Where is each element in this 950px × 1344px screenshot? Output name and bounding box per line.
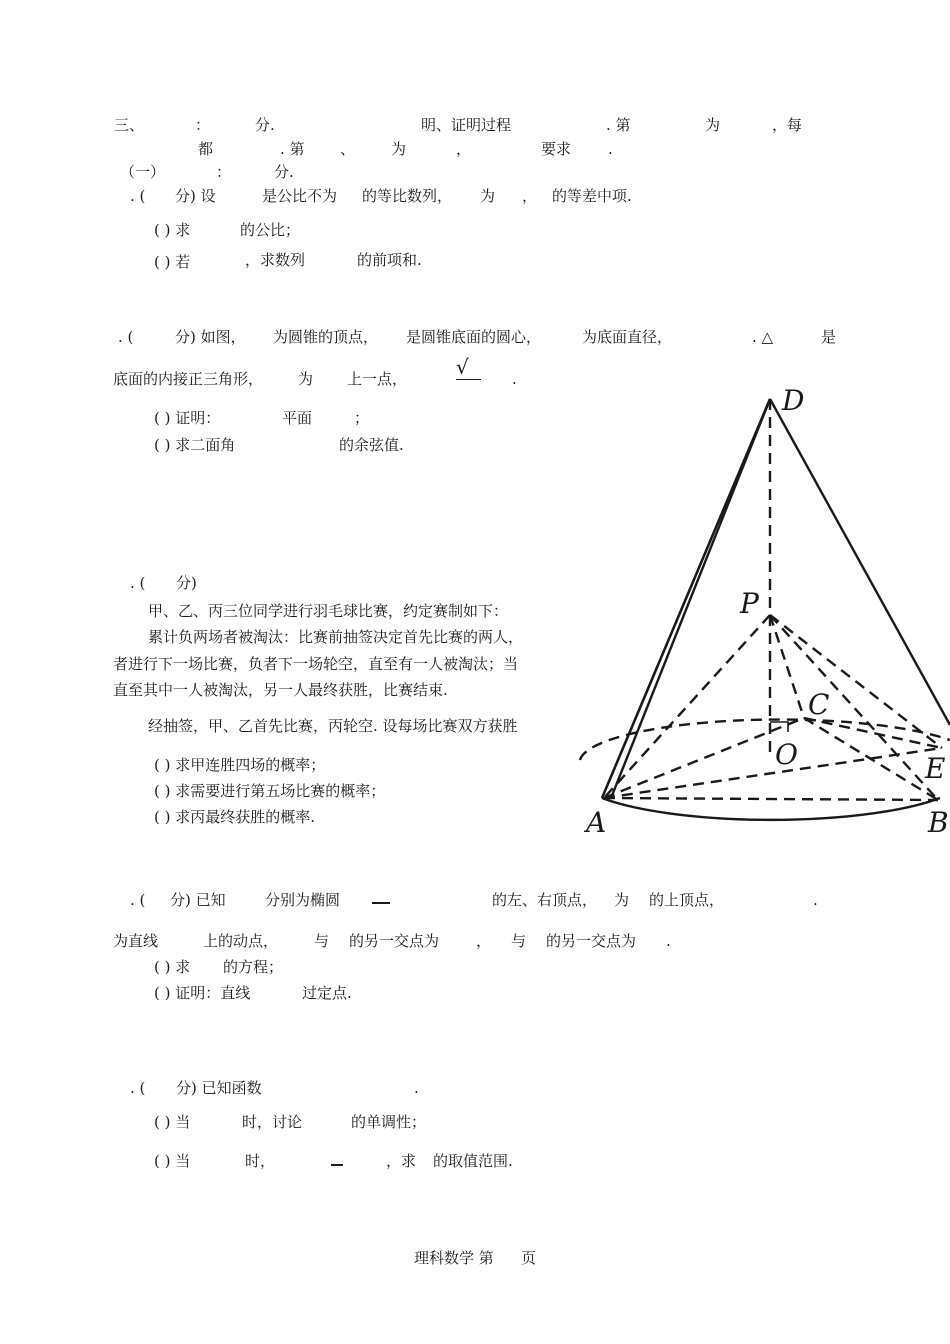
line-AE	[604, 748, 942, 798]
question-part: ( ) 求二面角	[154, 436, 236, 454]
question-text: 上的动点，	[203, 932, 279, 950]
sqrt-bar	[456, 379, 481, 380]
header-text: ：	[195, 116, 211, 134]
question-text: 是	[821, 328, 837, 346]
question-text: 分) 已知函数	[176, 1079, 262, 1097]
question-text: 时，讨论	[242, 1113, 303, 1131]
label-B: B	[928, 806, 949, 839]
label-P: P	[740, 587, 759, 620]
line-PB	[770, 615, 938, 800]
question-text: 的等比数列，	[362, 187, 453, 205]
sub-header-label: （一）	[120, 163, 166, 181]
question-text: 分) 已知	[170, 891, 226, 909]
question-text: ，	[476, 932, 492, 950]
question-text: 的单调性；	[351, 1113, 427, 1131]
question-text: 的方程；	[223, 958, 284, 976]
line-AC	[604, 718, 804, 798]
label-A: A	[586, 806, 607, 839]
question-part: ( ) 求	[154, 958, 191, 976]
question-text: 的等差中项.	[552, 187, 632, 205]
question-number: . (	[118, 328, 134, 346]
question-text: 是圆锥底面的圆心，	[406, 328, 542, 346]
section-number: 三、	[114, 116, 145, 134]
question-text: .	[813, 891, 818, 909]
question-part: ( ) 证明：直线	[154, 984, 251, 1002]
question-text: . △	[752, 328, 774, 346]
question-number: . (	[130, 187, 146, 205]
header-text: 明、证明过程	[421, 116, 512, 134]
question-text: 的余弦值.	[339, 436, 404, 454]
question-part: ( ) 证明：	[154, 409, 221, 427]
question-text: ，	[522, 187, 538, 205]
question-text: 的上顶点，	[649, 891, 725, 909]
label-D: D	[782, 384, 805, 417]
header-text: ，每	[772, 116, 803, 134]
question-number: . (	[130, 574, 146, 592]
header-text: 分.	[255, 116, 275, 134]
fraction-bar	[331, 1164, 343, 1166]
label-C: C	[808, 688, 830, 721]
label-O: O	[775, 738, 798, 771]
header-text: 、	[340, 140, 356, 158]
question-text: ，求数列	[245, 251, 306, 269]
footer-page-label: 页	[521, 1249, 537, 1267]
question-text: .	[414, 1079, 419, 1097]
question-part: ( ) 若	[154, 253, 191, 271]
header-text: 分.	[274, 163, 294, 181]
question-text: 的左、右顶点，	[492, 891, 598, 909]
question-text: 底面的内接正三角形，	[113, 370, 264, 388]
header-text: 都	[198, 140, 214, 158]
question-text: 分) 设	[175, 187, 216, 205]
header-text: 为	[391, 140, 407, 158]
question-text: 分) 如图，	[175, 328, 246, 346]
paragraph: 甲、乙、丙三位同学进行羽毛球比赛，约定赛制如下：	[148, 602, 509, 620]
paragraph: 累计负两场者被淘汰：比赛前抽签决定首先比赛的两人，	[148, 628, 524, 646]
header-text: 为	[705, 116, 721, 134]
question-text: 的取值范围.	[433, 1152, 513, 1170]
question-part: ( ) 求丙最终获胜的概率.	[154, 808, 316, 826]
footer-text: 理科数学 第	[414, 1249, 494, 1267]
question-text: .	[512, 370, 517, 388]
base-front-arc	[602, 798, 940, 820]
label-E: E	[925, 752, 946, 785]
header-text: 要求	[541, 140, 572, 158]
question-text: 为圆锥的顶点，	[273, 328, 379, 346]
question-text: ；	[354, 409, 370, 427]
line-PA	[604, 615, 770, 798]
question-text: ，求	[386, 1152, 417, 1170]
question-text: 的另一交点为	[546, 932, 637, 950]
line-PE	[770, 615, 942, 748]
header-text: . 第	[280, 140, 305, 158]
question-text: .	[666, 932, 671, 950]
header-text: . 第	[606, 116, 631, 134]
question-part: ( ) 求需要进行第五场比赛的概率；	[154, 782, 386, 800]
sqrt-symbol: √	[456, 355, 469, 379]
question-text: 的前项和.	[357, 251, 422, 269]
question-text: 过定点.	[302, 984, 352, 1002]
fraction-bar	[372, 902, 390, 904]
cone-figure	[560, 380, 950, 850]
line-AB	[604, 798, 938, 800]
question-text: 与	[511, 932, 527, 950]
question-text: 分)	[176, 574, 197, 592]
question-text: 时，	[245, 1152, 276, 1170]
slant-right	[770, 399, 950, 725]
question-text: 为	[298, 370, 314, 388]
question-text: 为底面直径，	[582, 328, 673, 346]
question-number: . (	[130, 1079, 146, 1097]
question-text: 为	[480, 187, 496, 205]
header-text: ：	[216, 163, 232, 181]
question-part: ( ) 求	[154, 221, 191, 239]
paragraph: 经抽签，甲、乙首先比赛，丙轮空. 设每场比赛双方获胜	[148, 717, 518, 735]
question-text: 平面	[282, 409, 313, 427]
question-text: 是公比不为	[262, 187, 338, 205]
question-text: 为	[614, 891, 630, 909]
paragraph: 直至其中一人被淘汰，另一人最终获胜，比赛结束.	[113, 681, 448, 699]
question-text: 为直线	[113, 932, 159, 950]
header-text: ，	[456, 140, 472, 158]
question-text: 的另一交点为	[349, 932, 440, 950]
line-PC	[770, 615, 804, 718]
paragraph: 者进行下一场比赛，负者下一场轮空，直至有一人被淘汰；当	[113, 655, 519, 673]
question-text: 的公比；	[240, 221, 301, 239]
question-text: 上一点，	[347, 370, 408, 388]
question-part: ( ) 求甲连胜四场的概率；	[154, 756, 326, 774]
question-part: ( ) 当	[154, 1113, 191, 1131]
header-text: .	[608, 140, 613, 158]
question-text: 分别为椭圆	[265, 891, 341, 909]
question-text: 与	[314, 932, 330, 950]
question-part: ( ) 当	[154, 1152, 191, 1170]
question-number: . (	[130, 891, 146, 909]
